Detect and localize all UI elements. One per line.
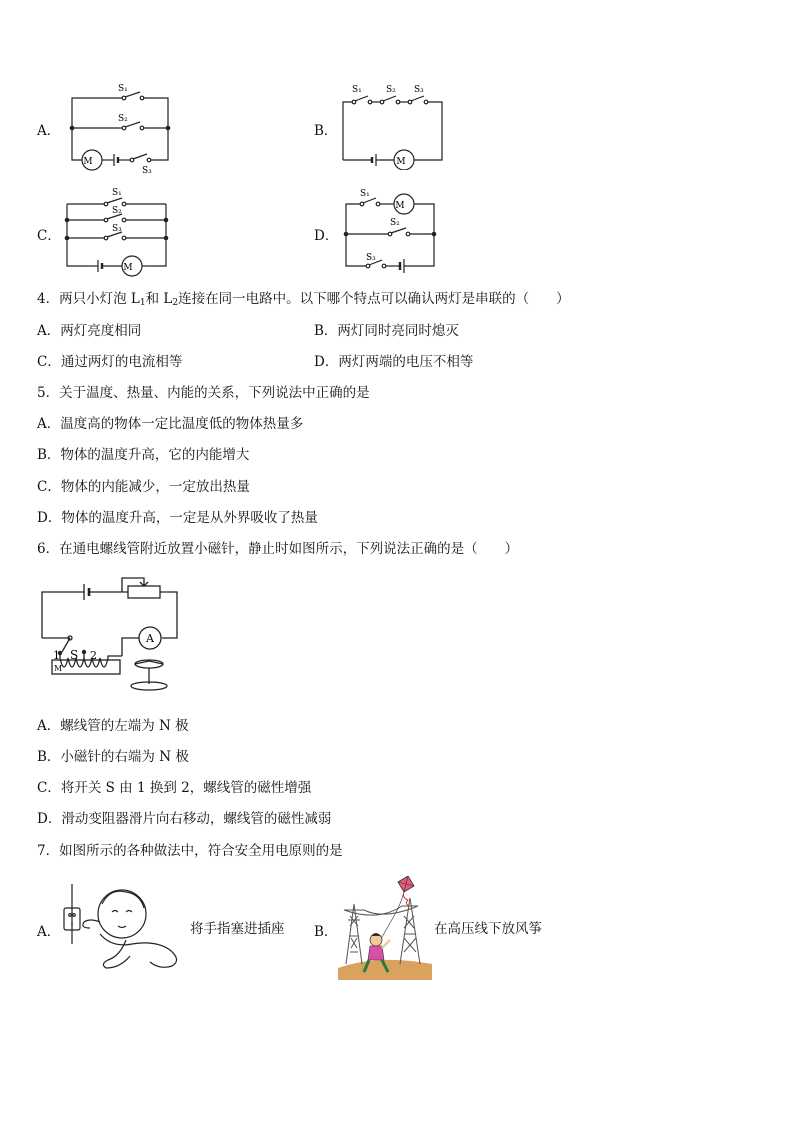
q4-option-b[interactable]: B．两灯同时亮同时熄灭: [314, 323, 459, 339]
q6-stem: 6．在通电螺线管附近放置小磁针，静止时如图所示，下列说法正确的是（ ）: [37, 541, 519, 557]
q7-option-b-letter: B．: [314, 924, 338, 940]
q3-circuit-a: [62, 80, 177, 175]
q6-option-c[interactable]: C．将开关 S 由 1 换到 2，螺线管的磁性增强: [37, 780, 312, 796]
q7-option-a-letter: A．: [37, 924, 61, 940]
q5-option-d[interactable]: D．物体的温度升高，一定是从外界吸收了热量: [37, 510, 318, 526]
q6-terminal-1: 1: [53, 649, 60, 662]
q4-stem: 4．两只小灯泡 $L_1$和 $L_2$连接在同一电路中。以下哪个特点可以确认两灯是串联的（ ）: [37, 291, 570, 308]
q3d-s3-label: S₃: [366, 253, 376, 263]
q3c-s1-label: S₁: [112, 188, 122, 198]
q3a-s1-label: S₁: [118, 84, 128, 94]
q3c-s2-label: S₂: [112, 206, 122, 216]
q3d-motor-label: M: [395, 201, 405, 211]
q3-option-b-letter: B．: [314, 123, 338, 139]
q4-option-c[interactable]: C．通过两灯的电流相等: [37, 354, 183, 370]
q3b-s3-label: S₃: [414, 85, 424, 95]
q3a-s2-label: S₂: [118, 114, 128, 124]
q7-option-a-caption: 将手指塞进插座: [190, 921, 285, 937]
q7-kite-powerline-picture: [338, 876, 432, 980]
q3a-s3-label: S₃: [142, 166, 152, 175]
q3-circuit-b: [338, 80, 453, 170]
q6-solenoid-figure: [36, 572, 186, 700]
q6-option-d[interactable]: D．滑动变阻器滑片向右移动，螺线管的磁性减弱: [37, 811, 332, 827]
q6-switch-s: S: [70, 648, 79, 662]
q6-core-label: M: [54, 664, 63, 673]
q3-circuit-d: [338, 182, 453, 277]
q3a-motor-label: M: [83, 157, 93, 167]
q3d-s1-label: S₁: [360, 189, 370, 199]
q3-option-a-letter: A．: [37, 123, 61, 139]
q3-option-c-letter: C．: [37, 228, 61, 244]
q3c-motor-label: M: [123, 263, 133, 273]
q3b-s2-label: S₂: [386, 85, 396, 95]
q3-option-d-letter: D．: [314, 228, 339, 244]
q3b-motor-label: M: [396, 157, 406, 167]
q7-child-socket-picture: [60, 884, 190, 972]
q4-option-d[interactable]: D．两灯两端的电压不相等: [314, 354, 474, 370]
q3d-s2-label: S₂: [390, 218, 400, 228]
q7-option-b-caption: 在高压线下放风筝: [434, 921, 542, 937]
q4-option-a[interactable]: A．两灯亮度相同: [37, 323, 142, 339]
q7-stem: 7．如图所示的各种做法中，符合安全用电原则的是: [37, 843, 343, 859]
q6-terminal-2: 2: [90, 649, 97, 662]
q5-option-a[interactable]: A．温度高的物体一定比温度低的物体热量多: [37, 416, 304, 432]
q3c-s3-label: S₃: [112, 224, 122, 234]
q3-circuit-c: [62, 182, 177, 277]
q6-option-b[interactable]: B．小磁针的右端为 N 极: [37, 749, 189, 765]
q6-ammeter-label: A: [146, 632, 154, 645]
q3b-s1-label: S₁: [352, 85, 362, 95]
q5-stem: 5．关于温度、热量、内能的关系，下列说法中正确的是: [37, 385, 370, 401]
q5-option-b[interactable]: B．物体的温度升高，它的内能增大: [37, 447, 250, 463]
q6-option-a[interactable]: A．螺线管的左端为 N 极: [37, 718, 189, 734]
q5-option-c[interactable]: C．物体的内能减少，一定放出热量: [37, 479, 250, 495]
